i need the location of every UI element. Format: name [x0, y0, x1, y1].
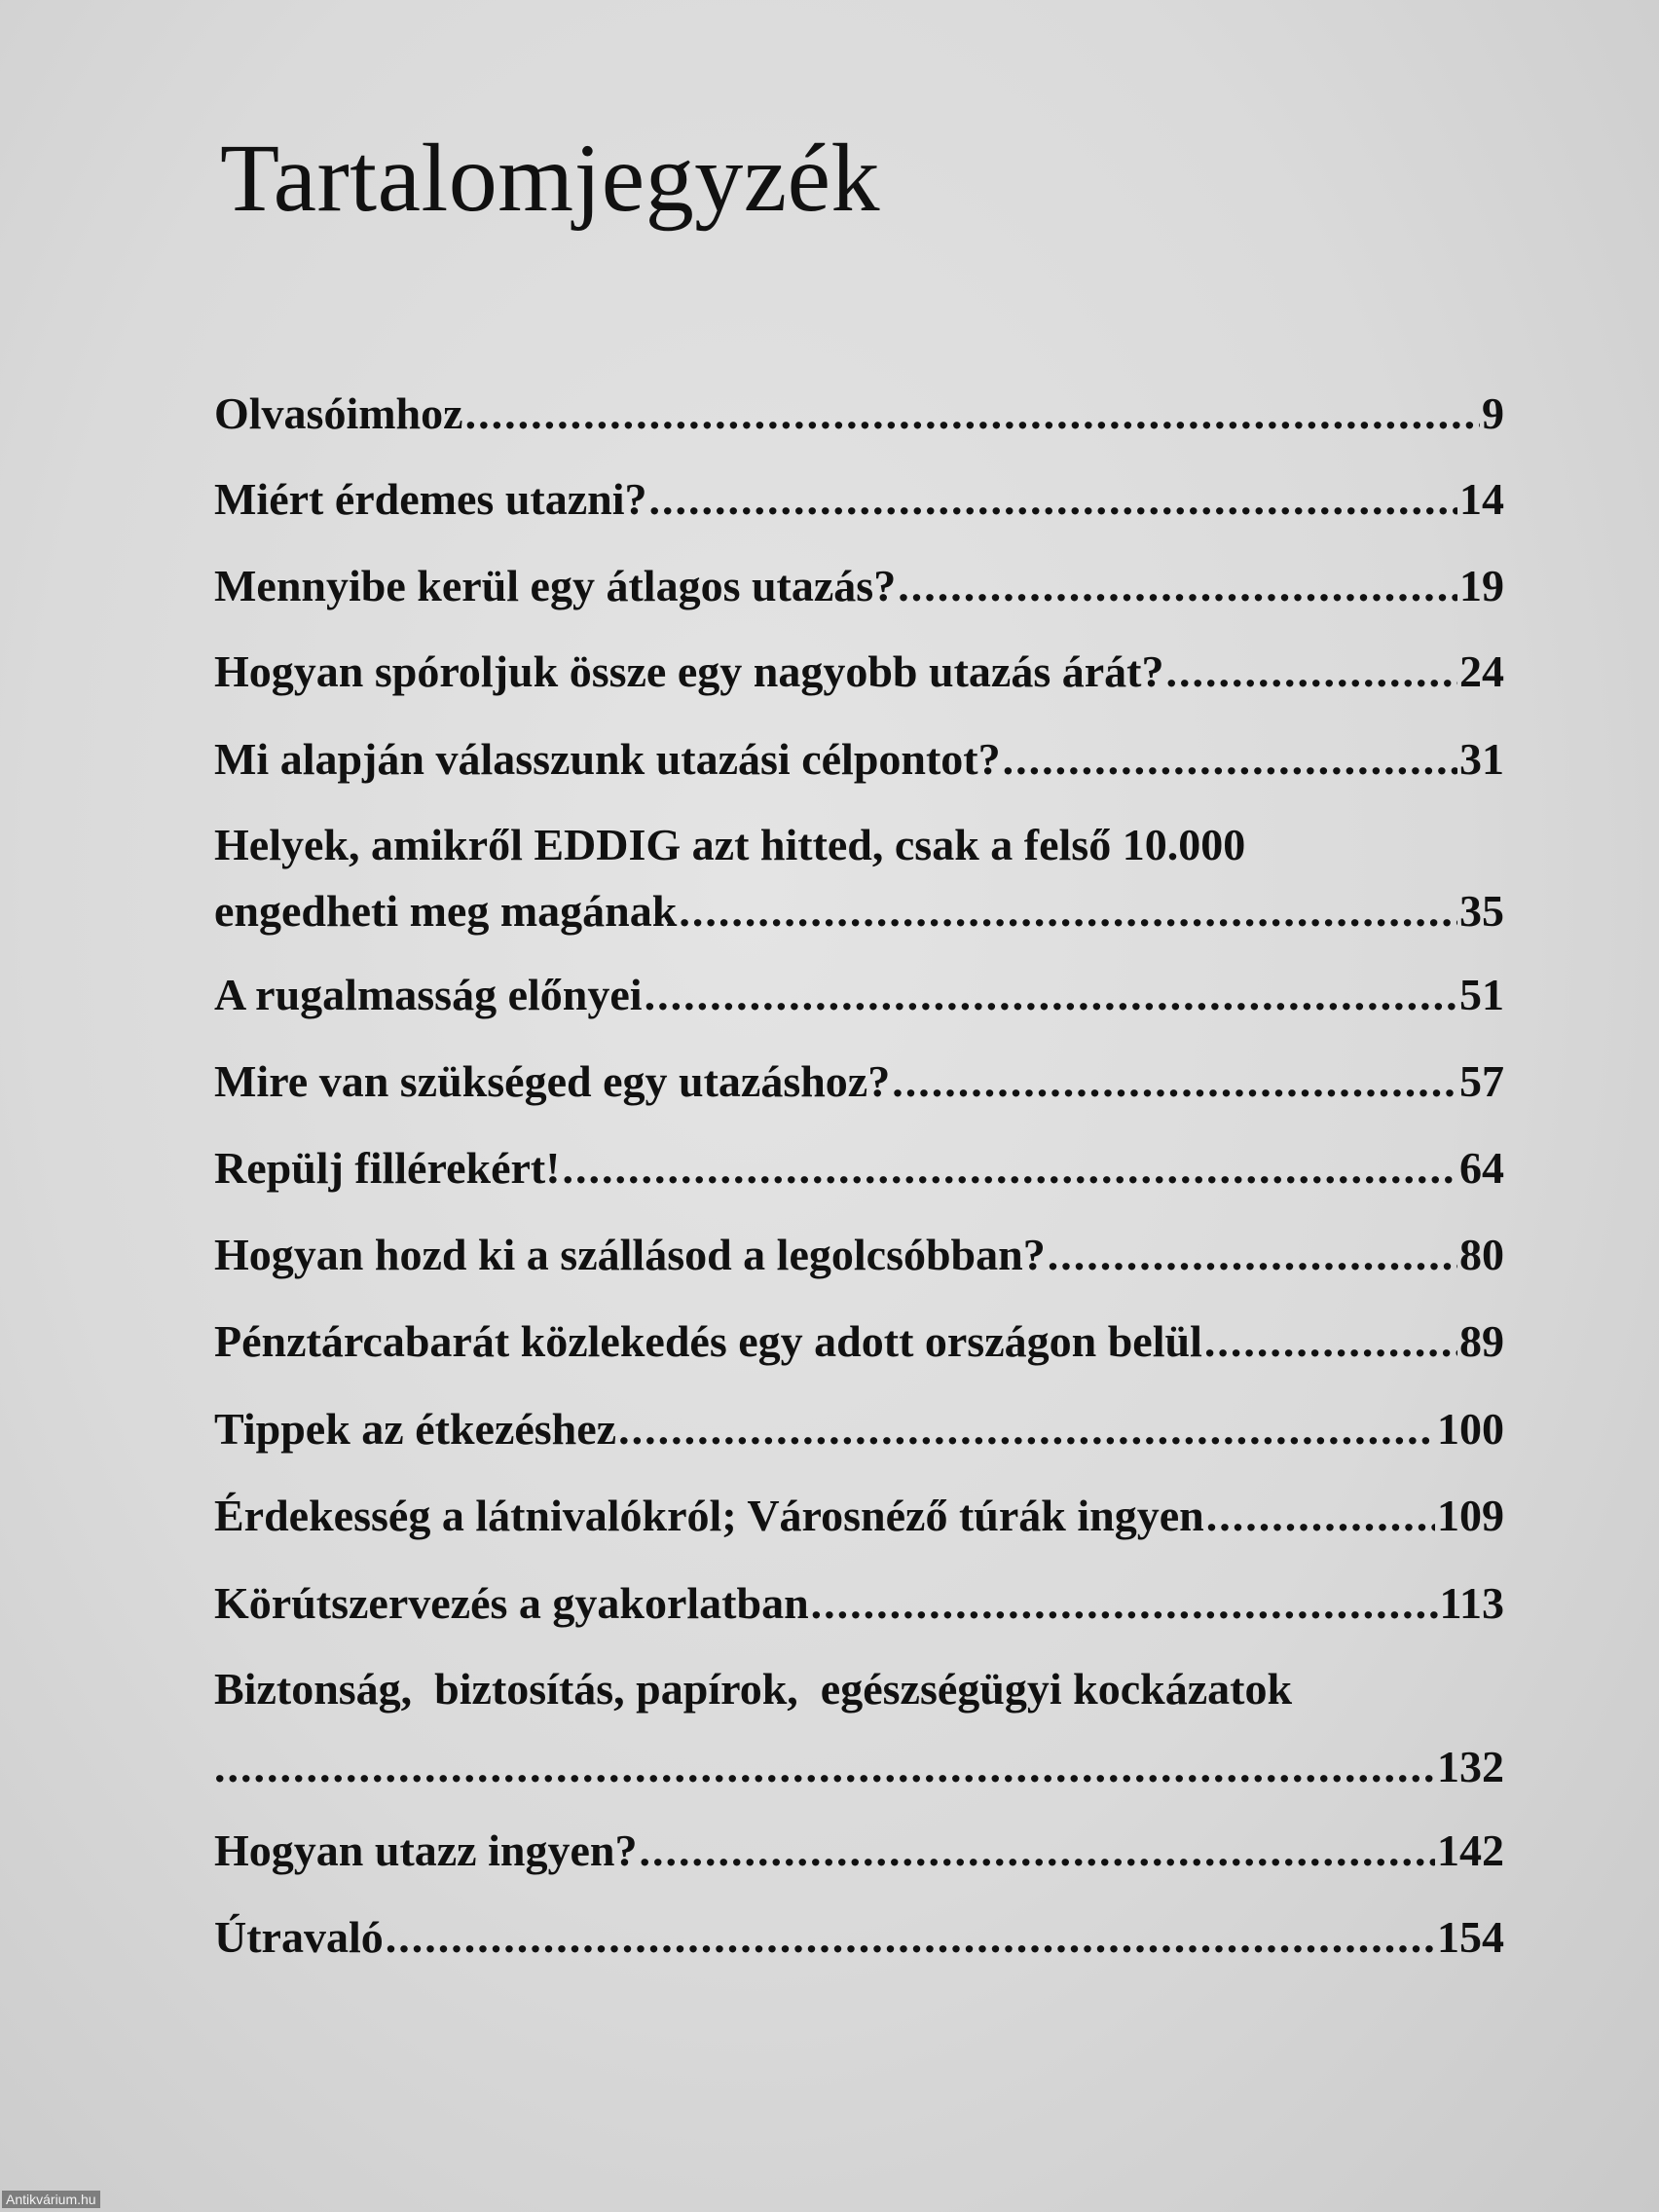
toc-entry-title: Hogyan hozd ki a szállásod a legolcsóbban?	[214, 1230, 1046, 1279]
dot-leader	[1048, 1226, 1457, 1284]
toc-entry-page: 51	[1459, 970, 1504, 1019]
toc-entry-repulj	[214, 1139, 1504, 1198]
toc-entry-title: Mennyibe kerül egy átlagos utazás?	[214, 561, 897, 610]
toc-entry-title: Útravaló	[214, 1912, 384, 1962]
toc-entry-page: 24	[1459, 646, 1504, 696]
toc-entry-title: Érdekesség a látnivalókról; Városnéző túrák ingyen	[214, 1491, 1204, 1540]
toc-entry-page: 64	[1459, 1143, 1504, 1193]
dot-leader	[1204, 1312, 1457, 1371]
page-title: Tartalomjegyzék	[220, 124, 880, 232]
dot-leader	[645, 966, 1457, 1024]
toc-entry-latnivalok	[214, 1487, 1504, 1545]
toc-entry-page: 154	[1437, 1912, 1504, 1962]
toc-entry-title: Körútszervezés a gyakorlatban	[214, 1578, 809, 1628]
dot-leader	[465, 385, 1480, 443]
dot-leader	[214, 1738, 1435, 1796]
toc-entry-title: Mi alapján válasszunk utazási célpontot?	[214, 734, 1001, 784]
dot-leader	[1206, 1487, 1435, 1545]
toc-entry-title: Olvasóimhoz	[214, 388, 463, 438]
dot-leader	[563, 1139, 1457, 1198]
toc-entry-title-line: Biztonság, biztosítás, papírok, egészségügyi kockázatok	[214, 1664, 1293, 1714]
dot-leader	[892, 1052, 1457, 1111]
toc-entry-title: Hogyan utazz ingyen?	[214, 1825, 638, 1875]
toc-entry-title: Mire van szükséged egy utazáshoz?	[214, 1056, 891, 1106]
toc-entry-page: 89	[1459, 1316, 1504, 1366]
toc-entry-helyek	[214, 816, 1504, 940]
toc-entry-title: A rugalmasság előnyei	[214, 970, 643, 1019]
toc-entry-page: 80	[1459, 1230, 1504, 1279]
toc-entry-mire-van-szukseged	[214, 1052, 1504, 1111]
toc-entry-miert-erdemes-utazni	[214, 470, 1504, 529]
toc-entry-title: Hogyan spóroljuk össze egy nagyobb utazás árát?	[214, 646, 1164, 696]
toc-entry-mennyibe-kerul	[214, 557, 1504, 615]
dot-leader	[386, 1908, 1435, 1967]
toc-entry-title: Pénztárcabarát közlekedés egy adott országon belül	[214, 1316, 1202, 1366]
toc-entry-title: engedheti meg magának	[214, 886, 678, 936]
dot-leader	[639, 1822, 1435, 1880]
toc-entry-page: 14	[1459, 474, 1504, 524]
toc-entry-title-line: Helyek, amikről EDDIG azt hitted, csak a felső 10.000	[214, 820, 1246, 869]
toc-entry-korutszervezes	[214, 1574, 1504, 1633]
toc-entry-title: Tippek az étkezéshez	[214, 1404, 617, 1454]
site-watermark: Antikvárium.hu	[2, 2191, 100, 2208]
toc-entry-page: 113	[1439, 1578, 1504, 1628]
dot-leader	[618, 1400, 1435, 1458]
dot-leader	[811, 1574, 1438, 1633]
toc-entry-page: 57	[1459, 1056, 1504, 1106]
toc-entry-kozlekedes	[214, 1312, 1504, 1371]
toc-entry-szallas	[214, 1226, 1504, 1284]
toc-entry-utravalo	[214, 1908, 1504, 1967]
dot-leader	[649, 470, 1457, 529]
toc-entry-page: 142	[1437, 1825, 1504, 1875]
dot-leader	[679, 882, 1457, 940]
toc-entry-ingyen	[214, 1822, 1504, 1880]
toc-entry-rugalmassag	[214, 966, 1504, 1024]
toc-entry-olvasoimhoz	[214, 385, 1504, 443]
toc-entry-etkezes	[214, 1400, 1504, 1458]
toc-entry-title: Repülj fillérekért!	[214, 1143, 561, 1193]
dot-leader	[898, 557, 1457, 615]
toc-entry-title: Miért érdemes utazni?	[214, 474, 647, 524]
toc-entry-mi-alapjan	[214, 730, 1504, 789]
toc-entry-page: 100	[1437, 1404, 1504, 1454]
toc-entry-page: 132	[1437, 1742, 1504, 1791]
toc-entry-biztonsag	[214, 1660, 1504, 1796]
dot-leader	[1165, 643, 1457, 701]
dot-leader	[1003, 730, 1457, 789]
toc-entry-page: 31	[1459, 734, 1504, 784]
toc-entry-page: 35	[1459, 886, 1504, 936]
toc-entry-page: 19	[1459, 561, 1504, 610]
toc-entry-page: 109	[1437, 1491, 1504, 1540]
toc-entry-page: 9	[1482, 388, 1504, 438]
toc-entry-hogyan-sporoljuk	[214, 643, 1504, 701]
